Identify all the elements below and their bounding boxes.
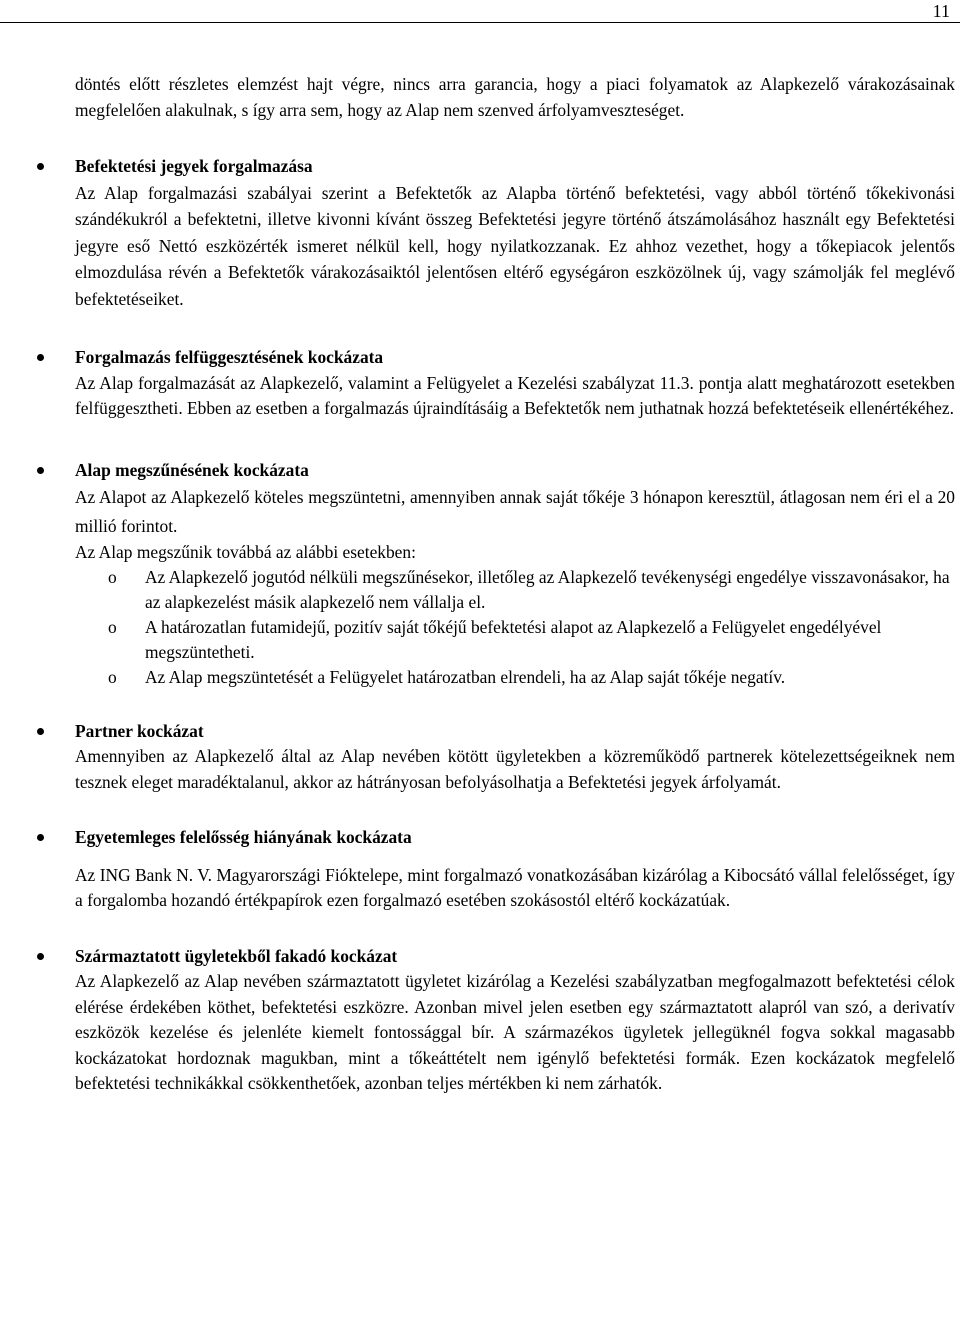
list-item-text: A határozatlan futamidejű, pozitív saját tőkéjű befektetési alapot az Alapkezelő a Felügyelet engedélyével megszüntetheti. [145,616,882,662]
intro-paragraph: döntés előtt részletes elemzést hajt végre, nincs arra garancia, hogy a piaci folyamatok az Alapkezelő várakozásainak megfelelően alakulnak, s így arra sem, hogy az Alap nem szenved árfolyamveszteséget. [75,74,955,120]
bullet-icon [37,354,44,361]
section-paragraph: Az Alap forgalmazását az Alapkezelő, valamint a Felügyelet a Kezelési szabályzat 11.3. pontja alatt meghatározott esetekben felfüggesztheti. Ebben az esetben a forgalmazás újraindításáig a Befektetők nem juthatnak hozzá befektetéseik ellenértékéhez. [75,372,955,418]
section-szarmaztatott-ugyletek [75,944,955,1097]
list-marker: o [108,666,117,687]
list-item [75,615,955,665]
bullet-icon [37,467,44,474]
section-paragraph: Az Alapot az Alapkezelő köteles megszüntetni, amennyiben annak saját tőkéje 3 hónapon keresztül, átlagosan nem éri el a 20 millió forintot. [75,487,955,536]
section-paragraph: Az Alap forgalmazási szabályai szerint a Befektetők az Alapba történő befektetési, vagy abból történő tőkekivonási szándékukról a befektetni, illetve kivonni kívánt összeg Befektetési jegyre történő átszámolásához használt egy Befektetési jegyre eső Nettó eszközérték ismeret nélkül kell, hogy nyilatkozzanak. Ez ahhoz vezethet, hogy a tőkepiacok jelentős elmozdulása révén a Befektetők várakozásaiktól jelentősen eltérő egységáron eszközölnek új, vagy számolják fel meglévő befektetéseiket. [75,182,955,309]
section-heading: Alap megszűnésének kockázata [75,459,309,480]
page-number: 11 [932,1,950,21]
section-egyetemleges-felelosseg [75,825,955,914]
section-heading: Származtatott ügyletekből fakadó kockázat [75,945,398,966]
section-paragraph: Az Alapkezelő az Alap nevében származtatott ügyletet kizárólag a Kezelési szabályzatban megfogalmazott befektetési célok elérése érdekében köthet, befektetési eszközre. Azonban mivel jelen esetben egy származtatott alapról van szó, a derivatív eszközök kezelése és jelenléte kiemelt fontossággal bír. A származékos ügyletek jellegüknél fogva sokkal magasabb kockázatokat hordoznak magukban, mint a tőkeáttételt nem igénylő befektetési formák. Ezen kockázatok megfelelő befektetési technikákkal csökkenthetőek, azonban teljes mértékben ki nem zárhatók. [75,971,955,1093]
header-rule [0,22,960,23]
section-paragraph: Amennyiben az Alapkezelő által az Alap nevében kötött ügyletekben a közreműködő partnerek kötelezettségeiknek nem tesznek eleget maradéktalanul, akkor az hátrányosan befolyásolhatja a Befektetési jegyek árfolyamát. [75,746,955,792]
list-marker: o [108,616,117,637]
list-item [75,565,955,615]
list-item-text: Az Alap megszüntetését a Felügyelet határozatban elrendeli, ha az Alap saját tőkéje negatív. [145,666,786,687]
list-item [75,665,955,690]
section-paragraph: Az Alap megszűnik továbbá az alábbi esetekben: [75,542,416,562]
bullet-icon [37,163,44,170]
section-partner-kockazat [75,719,955,796]
list-item-text: Az Alapkezelő jogutód nélküli megszűnésekor, illetőleg az Alapkezelő tevékenységi engedélye visszavonásakor, ha az alapkezelést másik alapkezelő nem vállalja el. [145,566,950,612]
bullet-icon [37,728,44,735]
section-heading: Befektetési jegyek forgalmazása [75,156,313,176]
section-heading: Forgalmazás felfüggesztésének kockázata [75,347,384,367]
bullet-icon [37,953,44,960]
termination-cases-list [75,565,955,690]
section-alap-megszunes [75,458,955,690]
section-befektetesi-jegyek [75,154,955,312]
section-forgalmazas-felfuggesztes [75,345,955,422]
list-marker: o [108,566,117,587]
section-heading: Egyetemleges felelősség hiányának kockázata [75,827,412,847]
section-paragraph: Az ING Bank N. V. Magyarországi Fióktelepe, mint forgalmazó vonatkozásában kizárólag a Kibocsátó vállal felelősséget, így a forgalomba hozandó értékpapírok ezen forgalmazó esetében szokásostól eltérő kockázatúak. [75,864,955,910]
document-body [75,72,955,1097]
bullet-icon [37,834,44,841]
section-heading: Partner kockázat [75,720,204,741]
